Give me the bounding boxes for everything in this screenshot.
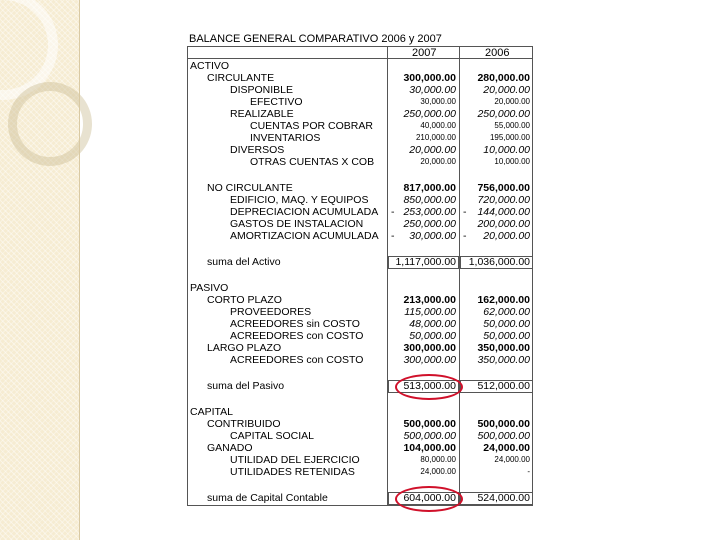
table-row — [187, 294, 533, 306]
table-row — [187, 144, 533, 156]
value-2007: 300,000.00 — [403, 342, 456, 354]
value-2006: 500,000.00 — [477, 418, 530, 430]
table-row — [187, 418, 533, 430]
table-row — [187, 156, 533, 168]
table-row — [187, 218, 533, 230]
value-2007: 250,000.00 — [403, 218, 456, 230]
row-label: suma de Capital Contable — [207, 492, 328, 504]
table-row — [187, 182, 533, 194]
row-label: NO CIRCULANTE — [207, 182, 293, 194]
table-row — [187, 108, 533, 120]
value-2007: 50,000.00 — [409, 330, 456, 342]
row-label: ACTIVO — [190, 60, 230, 72]
table-row — [187, 132, 533, 144]
minus-sign: - — [463, 230, 467, 242]
table-row — [187, 120, 533, 132]
value-2007: 300,000.00 — [403, 354, 456, 366]
row-label: UTILIDADES RETENIDAS — [230, 466, 355, 478]
value-2006: 200,000.00 — [477, 218, 530, 230]
value-2006: 55,000.00 — [494, 121, 530, 130]
value-2006: 24,000.00 — [494, 455, 530, 464]
value-2007: 513,000.00 — [403, 380, 456, 392]
row-label: CORTO PLAZO — [207, 294, 282, 306]
row-label: DEPRECIACION ACUMULADA — [230, 206, 379, 218]
row-label: GANADO — [207, 442, 253, 454]
value-2006: 500,000.00 — [477, 430, 530, 442]
table-row — [187, 282, 533, 294]
table-row — [187, 60, 533, 72]
highlight-circle — [395, 374, 463, 400]
value-2006: 195,000.00 — [489, 133, 530, 142]
value-2007: 20,000.00 — [409, 144, 456, 156]
table-row — [187, 406, 533, 418]
value-2007: 40,000.00 — [420, 121, 456, 130]
value-2006: 10,000.00 — [483, 144, 530, 156]
row-label: suma del Activo — [207, 256, 281, 268]
table-row — [187, 230, 533, 242]
column-header-2007: 2007 — [412, 47, 437, 59]
value-2007: 30,000.00 — [409, 84, 456, 96]
row-label: PASIVO — [190, 282, 229, 294]
row-label: ACREEDORES con COSTO — [230, 330, 364, 342]
column-header-2006: 2006 — [485, 47, 510, 59]
balance-sheet — [187, 30, 533, 508]
table-row — [187, 442, 533, 454]
value-2006: 20,000.00 — [483, 230, 530, 242]
value-2006: 280,000.00 — [477, 72, 530, 84]
sidebar-divider — [79, 0, 80, 540]
table-row — [187, 194, 533, 206]
row-label: CONTRIBUIDO — [207, 418, 281, 430]
value-2007: 253,000.00 — [403, 206, 456, 218]
row-label: LARGO PLAZO — [207, 342, 282, 354]
row-label: suma del Pasivo — [207, 380, 285, 392]
value-2006: 720,000.00 — [477, 194, 530, 206]
value-2007: 30,000.00 — [420, 97, 456, 106]
decorative-sidebar — [0, 0, 79, 540]
value-2006: 50,000.00 — [483, 318, 530, 330]
value-2007: 104,000.00 — [403, 442, 456, 454]
value-2006: 50,000.00 — [483, 330, 530, 342]
row-label: CIRCULANTE — [207, 72, 275, 84]
row-label: CUENTAS POR COBRAR — [250, 120, 373, 132]
table-row — [187, 256, 533, 268]
value-2006: 24,000.00 — [483, 442, 530, 454]
value-2006: 350,000.00 — [477, 354, 530, 366]
table-row — [187, 72, 533, 84]
row-label: DIVERSOS — [230, 144, 285, 156]
table-row — [187, 96, 533, 108]
row-label: INVENTARIOS — [250, 132, 321, 144]
value-2006: 144,000.00 — [477, 206, 530, 218]
value-2007: 24,000.00 — [420, 467, 456, 476]
value-2007: 300,000.00 — [403, 72, 456, 84]
row-label: REALIZABLE — [230, 108, 294, 120]
table-row — [187, 206, 533, 218]
value-2007: 30,000.00 — [409, 230, 456, 242]
value-2007: 48,000.00 — [409, 318, 456, 330]
value-2006: 20,000.00 — [494, 97, 530, 106]
value-2007: 604,000.00 — [403, 492, 456, 504]
table-row — [187, 492, 533, 504]
value-2006: 350,000.00 — [477, 342, 530, 354]
minus-sign: - — [463, 206, 467, 218]
value-2007: 115,000.00 — [404, 306, 456, 318]
row-label: DISPONIBLE — [230, 84, 294, 96]
value-2006: 1,036,000.00 — [468, 256, 530, 268]
value-2006: 756,000.00 — [477, 182, 530, 194]
table-row — [187, 454, 533, 466]
table-row — [187, 318, 533, 330]
value-2006: 524,000.00 — [477, 492, 530, 504]
minus-sign: - — [391, 206, 395, 218]
value-2007: 20,000.00 — [420, 157, 456, 166]
row-label: ACREEDORES con COSTO — [230, 354, 364, 366]
value-2006: 10,000.00 — [494, 157, 530, 166]
minus-sign: - — [391, 230, 395, 242]
value-2007: 817,000.00 — [403, 182, 456, 194]
table-row — [187, 330, 533, 342]
value-2007: 1,117,000.00 — [395, 256, 456, 268]
table-row — [187, 430, 533, 442]
value-2006: 20,000.00 — [483, 84, 530, 96]
sheet-title: BALANCE GENERAL COMPARATIVO 2006 y 2007 — [189, 33, 442, 45]
value-2006: - — [527, 467, 530, 476]
table-row — [187, 354, 533, 366]
row-label: CAPITAL — [190, 406, 233, 418]
row-label: UTILIDAD DEL EJERCICIO — [230, 454, 360, 466]
row-label: EFECTIVO — [250, 96, 303, 108]
table-row — [187, 84, 533, 96]
table-row — [187, 306, 533, 318]
row-label: ACREEDORES sin COSTO — [230, 318, 360, 330]
row-label: EDIFICIO, MAQ. Y EQUIPOS — [230, 194, 369, 206]
value-2007: 850,000.00 — [403, 194, 456, 206]
value-2006: 62,000.00 — [483, 306, 530, 318]
table-row — [187, 380, 533, 392]
row-label: OTRAS CUENTAS X COB — [250, 156, 375, 168]
value-2007: 500,000.00 — [403, 418, 456, 430]
header-divider — [187, 58, 533, 59]
value-2006: 512,000.00 — [477, 380, 530, 392]
row-label: PROVEEDORES — [230, 306, 312, 318]
row-label: CAPITAL SOCIAL — [230, 430, 315, 442]
value-2007: 80,000.00 — [420, 455, 456, 464]
table-row — [187, 342, 533, 354]
value-2006: 162,000.00 — [477, 294, 530, 306]
row-label: AMORTIZACION ACUMULADA — [230, 230, 379, 242]
value-2007: 500,000.00 — [403, 430, 456, 442]
highlight-circle — [395, 486, 463, 512]
value-2007: 213,000.00 — [403, 294, 456, 306]
value-2006: 250,000.00 — [477, 108, 530, 120]
row-label: GASTOS DE INSTALACION — [230, 218, 364, 230]
value-2007: 210,000.00 — [415, 133, 456, 142]
table-row — [187, 466, 533, 478]
value-2007: 250,000.00 — [403, 108, 456, 120]
